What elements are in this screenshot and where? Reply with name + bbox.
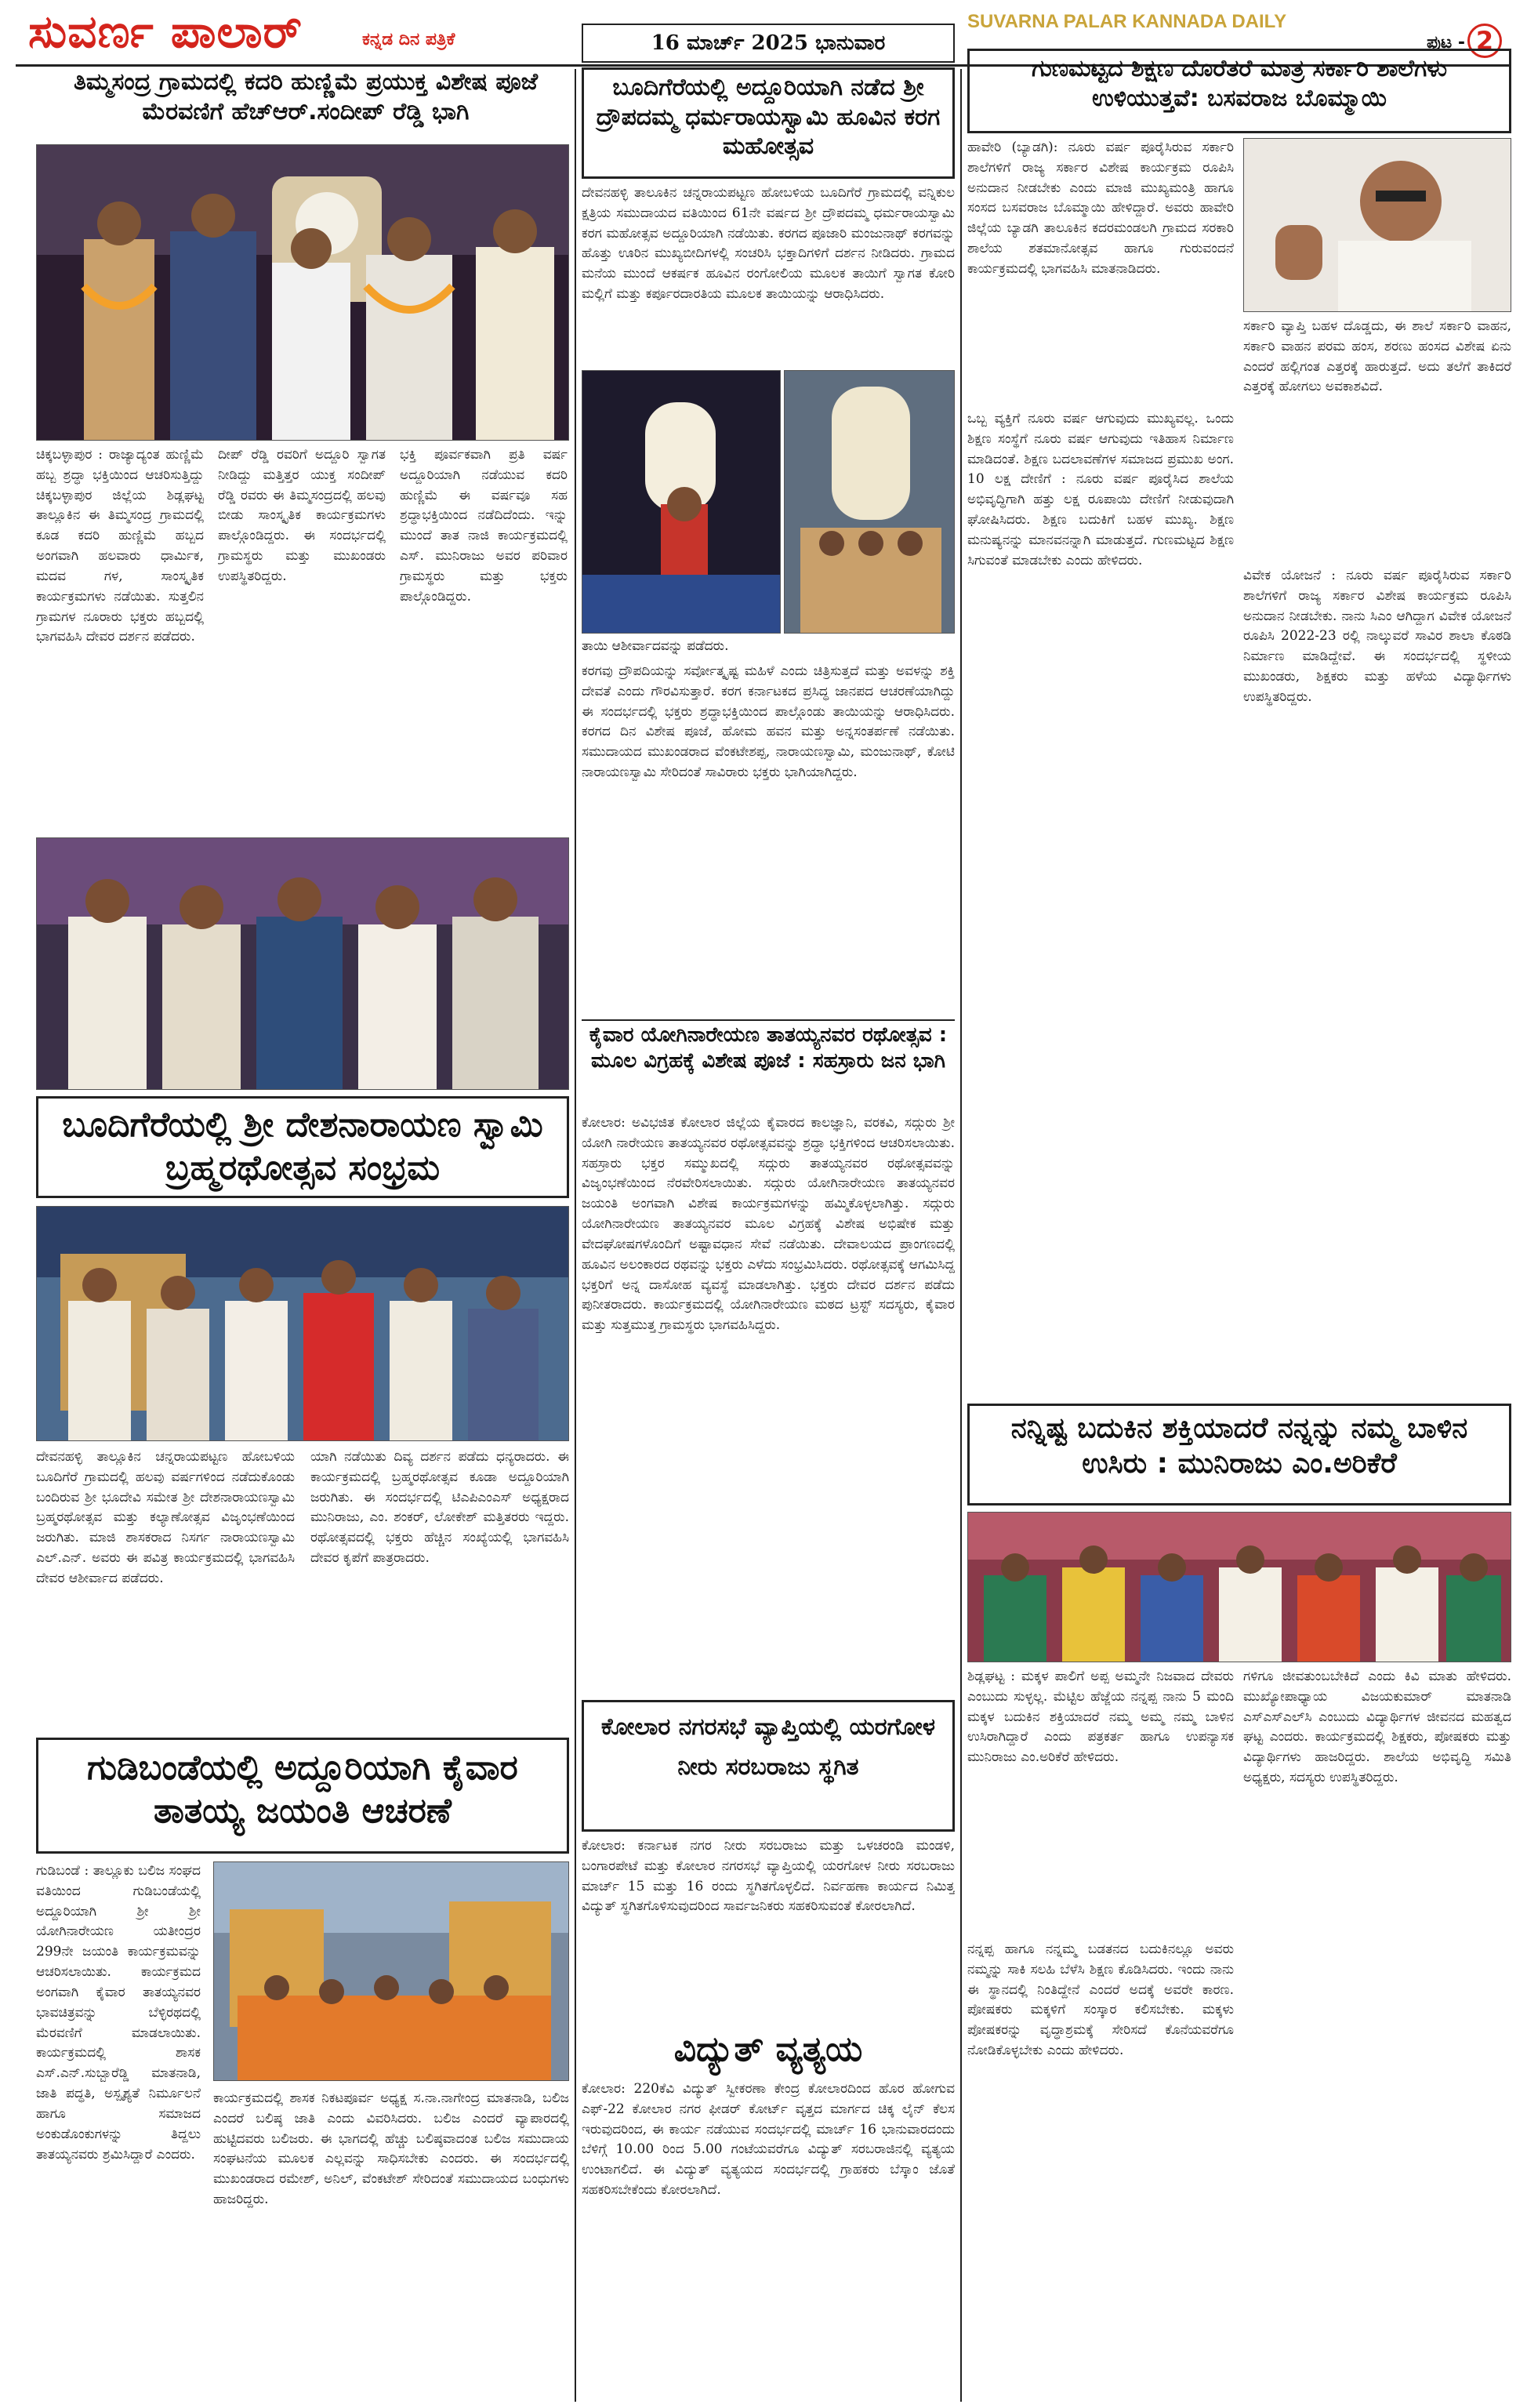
article-2-headline: ಬೂದಿಗೆರೆಯಲ್ಲಿ ಶ್ರೀ ದೇಶನಾರಾಯಣ ಸ್ವಾಮಿ ಬ್ರಹ್ಮರಥೋತ್ಸವ ಸಂಭ್ರಮ: [36, 1096, 569, 1198]
procession-photo-image: [37, 145, 569, 441]
article-9-caption: ಶಿಡ್ಲಘಟ್ಟ : ಮಕ್ಕಳ ಪಾಲಿಗೆ ಅಪ್ಪ ಅಮ್ಮನೇ ನಿಜವಾದ ದೇವರು ಎಂಬುದು ಸುಳ್ಳಲ್ಲ. ಮೆಟ್ಟಿಲ ಹೆಜ್ಜೆಯ ನನ್ನಪ್ಪ ನಾನು 5 ಮಂದಿ ಮಕ್ಕಳ ಬದುಕಿನ ಶಕ್ತಿಯಾದರೆ ನಮ್ಮ ಅಮ್ಮ ನಮ್ಮ ಬಾಳಿನ ಉಸಿರಾಗಿದ್ದಾರೆ ಎಂದು ಪತ್ರಕರ್ತ ಹಾಗೂ ಉಪನ್ಯಾಸಕ ಮುನಿರಾಜು ಎಂ.ಅರಿಕೆರೆ ಹೇಳಿದರು.: [967, 1669, 1234, 1766]
article-4-caption: ತಾಯಿ ಆಶೀರ್ವಾದವನ್ನು ಪಡೆದರು.: [582, 638, 729, 654]
karaga-left-photo-image: [582, 371, 781, 634]
article-2-body-right: ಯಾಗಿ ನಡೆಯಿತು ದಿವ್ಯ ದರ್ಶನ ಪಡೆದು ಧನ್ಯರಾದರು. ಈ ಕಾರ್ಯಕ್ರಮದಲ್ಲಿ ಬ್ರಹ್ಮರಥೋತ್ಸವ ಕೂಡಾ ಅದ್ದೂರಿಯಾಗಿ ಜರುಗಿತು. ಈ ಸಂದರ್ಭದಲ್ಲಿ ಟಿಎಪಿಎಂಎಸ್ ಅಧ್ಯಕ್ಷರಾದ ಮುನಿರಾಜು, ಎಂ. ಶಂಕರ್, ಲೋಕೇಶ್ ಮತ್ತಿತರರು ಇದ್ದರು. ರಥೋತ್ಸವದಲ್ಲಿ ಭಕ್ತರು ಹೆಚ್ಚಿನ ಸಂಖ್ಯೆಯಲ್ಲಿ ಭಾಗವಹಿಸಿ ದೇವರ ಕೃಪೆಗೆ ಪಾತ್ರರಾದರು.: [310, 1449, 569, 1567]
article-3-body-right: ಕಾರ್ಯಕ್ರಮದಲ್ಲಿ ಶಾಸಕ ನಿಕಟಪೂರ್ವ ಅಧ್ಯಕ್ಷ ಸ.ನಾ.ನಾಗೇಂದ್ರ ಮಾತನಾಡಿ, ಬಲಿಜ ಎಂದರೆ ಬಲಿಷ್ಠ ಜಾತಿ ಎಂದು ವಿವರಿಸಿದರು. ಬಲಿಜ ಎಂದರೆ ವ್ಯಾಪಾರದಲ್ಲಿ ಹುಟ್ಟಿದವರು ಬಲಿಜರು. ಈ ಭಾಗದಲ್ಲಿ ಹೆಚ್ಚು ಬಲಿಷ್ಠವಾದಂತ ಬಲಿಜ ಸಮುದಾಯ ಸಂಘಟನೆಯ ಮೂಲಕ ಎಲ್ಲವನ್ನು ಸಾಧಿಸಬೇಕು ಎಂದರು. ಈ ಸಂದರ್ಭದಲ್ಲಿ ಮುಖಂಡರಾದ ರಮೇಶ್, ಅನಿಲ್, ವೆಂಕಟೇಶ್ ಸೇರಿದಂತೆ ಸಮುದಾಯದ ಬಂಧುಗಳು ಹಾಜರಿದ್ದರು.: [213, 2090, 569, 2208]
page-label: ಪುಟ -: [1427, 33, 1466, 53]
article-8-body-mid-right: ವಿವೇಕ ಯೋಜನೆ : ನೂರು ವರ್ಷ ಪೂರೈಸಿರುವ ಸರ್ಕಾರಿ ಶಾಲೆಗಳಿಗೆ ರಾಜ್ಯ ಸರ್ಕಾರ ವಿಶೇಷ ಕಾರ್ಯಕ್ರಮ ರೂಪಿಸಿ ಅನುದಾನ ನೀಡಬೇಕು. ನಾನು ಸಿಎಂ ಆಗಿದ್ದಾಗ ವಿವೇಕ ಯೋಜನೆ ರೂಪಿಸಿ 2022-23 ರಲ್ಲಿ ನಾಲ್ಕುವರೆ ಸಾವಿರ ಶಾಲಾ ಕೊಠಡಿ ನಿರ್ಮಾಣ ಮಾಡಿದ್ದೇವೆ. ಈ ಸಂದರ್ಭದಲ್ಲಿ ಸ್ಥಳೀಯ ಮುಖಂಡರು, ಶಿಕ್ಷಕರು ಮತ್ತು ಹಳೆಯ ವಿದ್ಯಾರ್ಥಿಗಳು ಉಪಸ್ಥಿತರಿದ್ದರು.: [1243, 568, 1511, 705]
article-3-headline: ಗುಡಿಬಂಡೆಯಲ್ಲಿ ಅದ್ದೂರಿಯಾಗಿ ಕೈವಾರ ತಾತಯ್ಯ ಜಯಂತಿ ಆಚರಣೆ: [36, 1738, 569, 1854]
temple-photo-image: [37, 1207, 569, 1441]
article-3-body-left: ಗುಡಿಬಂಡೆ : ತಾಲ್ಲೂಕು ಬಲಿಜ ಸಂಘದ ವತಿಯಿಂದ ಗುಡಿಬಂಡೆಯಲ್ಲಿ ಅದ್ದೂರಿಯಾಗಿ ಶ್ರೀ ಶ್ರೀ ಯೋಗಿನಾರೇಯಣ ಯತೀಂದ್ರರ 299ನೇ ಜಯಂತಿ ಕಾರ್ಯಕ್ರಮವನ್ನು ಆಚರಿಸಲಾಯಿತು. ಕಾರ್ಯಕ್ರಮದ ಅಂಗವಾಗಿ ಕೈವಾರ ತಾತಯ್ಯನವರ ಭಾವಚಿತ್ರವನ್ನು ಬೆಳ್ಳಿರಥದಲ್ಲಿ ಮೆರವಣಿಗೆ ಮಾಡಲಾಯಿತು. ಕಾರ್ಯಕ್ರಮದಲ್ಲಿ ಶಾಸಕ ಎಸ್.ಎನ್.ಸುಬ್ಬಾರೆಡ್ಡಿ ಮಾತನಾಡಿ, ಜಾತಿ ಪದ್ಧತಿ, ಅಸ್ಪೃಶ್ಯತೆ ನಿರ್ಮೂಲನೆ ಹಾಗೂ ಸಮಾಜದ ಅಂಕುಡೊಂಕುಗಳನ್ನು ತಿದ್ದಲು ತಾತಯ್ಯನವರು ಶ್ರಮಿಸಿದ್ದಾರೆ ಎಂದರು.: [36, 1863, 201, 2163]
column-divider-2: [960, 69, 962, 2402]
crowd-photo-image: [37, 838, 569, 1090]
deshanarayana-crowd-photo: [36, 837, 569, 1090]
article-8-headline: ಗುಣಮಟ್ಟದ ಶಿಕ್ಷಣ ದೊರೆತರೆ ಮಾತ್ರ ಸರ್ಕಾರಿ ಶಾಲೆಗಳು ಉಳಿಯುತ್ತವೆ: ಬಸವರಾಜ ಬೊಮ್ಮಾಯಿ: [967, 49, 1511, 133]
article-5-headline: ಕೈವಾರ ಯೋಗಿನಾರೇಯಣ ತಾತಯ್ಯನವರ ರಥೋತ್ಸವ : ಮೂಲ ವಿಗ್ರಹಕ್ಕೆ ವಿಶೇಷ ಪೂಜೆ : ಸಹಸ್ರಾರು ಜನ ಭಾಗಿ: [589, 1023, 948, 1073]
article-4-body-top: ದೇವನಹಳ್ಳಿ ತಾಲೂಕಿನ ಚನ್ನರಾಯಪಟ್ಟಣ ಹೋಬಳಿಯ ಬೂದಿಗೆರೆ ಗ್ರಾಮದಲ್ಲಿ ವನ್ನಿಕುಲ ಕ್ಷತ್ರಿಯ ಸಮುದಾಯದ ವತಿಯಿಂದ 61ನೇ ವರ್ಷದ ಶ್ರೀ ದ್ರೌಪದಮ್ಮ ಧರ್ಮರಾಯಸ್ವಾಮಿ ಕರಗ ಮಹೋತ್ಸವ ಅದ್ದೂರಿಯಾಗಿ ನಡೆಯಿತು. ಕರಗದ ಪೂಜಾರಿ ಮಂಜುನಾಥ್ ಕರಗವನ್ನು ಹೊತ್ತು ಊರಿನ ಮುಖ್ಯಬೀದಿಗಳಲ್ಲಿ ಸಂಚರಿಸಿ ಭಕ್ತಾದಿಗಳಿಗೆ ದರ್ಶನ ನೀಡಿದರು. ಗ್ರಾಮದ ಮನೆಯ ಮುಂದೆ ಆಕರ್ಷಕ ಹೂವಿನ ರಂಗೋಲಿಯ ಮೂಲಕ ತಾಯಿಗೆ ಸ್ವಾಗತ ಕೋರಿ ಮಲ್ಲಿಗೆ ಮತ್ತು ಕರ್ಪೂರದಾರತಿಯ ಮೂಲಕ ತಾಯಿಯನ್ನು ಆರಾಧಿಸಿದರು.: [582, 185, 955, 303]
article-4-body-bottom: ಕರಗವು ದ್ರೌಪದಿಯನ್ನು ಸರ್ವೋತ್ಕೃಷ್ಟ ಮಹಿಳೆ ಎಂದು ಚಿತ್ರಿಸುತ್ತದೆ ಮತ್ತು ಅವಳನ್ನು ಶಕ್ತಿ ದೇವತೆ ಎಂದು ಗೌರವಿಸುತ್ತಾರೆ. ಕರಗ ಕರ್ನಾಟಕದ ಪ್ರಸಿದ್ಧ ಜಾನಪದ ಆಚರಣೆಯಾಗಿದ್ದು ಈ ಸಂದರ್ಭದಲ್ಲಿ ಭಕ್ತರು ಶ್ರದ್ಧಾಭಕ್ತಿಯಿಂದ ಪಾಲ್ಗೊಂಡು ತಾಯಿಯನ್ನು ಆರಾಧಿಸಿದರು. ಕರಗದ ದಿನ ವಿಶೇಷ ಪೂಜೆ, ಹೋಮ ಹವನ ಮತ್ತು ಅನ್ನಸಂತರ್ಪಣೆ ನಡೆಯಿತು. ಸಮುದಾಯದ ಮುಖಂಡರಾದ ವೆಂಕಟೇಶಪ್ಪ, ನಾರಾಯಣಸ್ವಾಮಿ, ಮಂಜುನಾಥ್, ಕೋಟಿ ನಾರಾಯಣಸ್ವಾಮಿ ಸೇರಿದಂತೆ ಸಾವಿರಾರು ಭಕ್ತರು ಭಾಗಿಯಾಗಿದ್ದರು.: [582, 663, 955, 781]
article-1-body-mid: ದೀಪ್ ರೆಡ್ಡಿ ರವರಿಗೆ ಅದ್ದೂರಿ ಸ್ವಾಗತ ನೀಡಿದ್ದು ಮತ್ತಿತ್ತರ ಯುಕ್ತ ಸಂದೀಪ್ ರೆಡ್ಡಿ ರವರು ಈ ತಿಮ್ಮಸಂದ್ರದಲ್ಲಿ ಹಲವು ಬೀಡು ಸಾಂಸ್ಕೃತಿಕ ಕಾರ್ಯಕ್ರಮಗಳು ಪಾಲ್ಗೊಂಡಿದ್ದರು. ಈ ಸಂದರ್ಭದಲ್ಲಿ ಗ್ರಾಮಸ್ಥರು ಮತ್ತು ಮುಖಂಡರು ಉಪಸ್ಥಿತರಿದ್ದರು.: [218, 447, 386, 584]
column-divider-1: [575, 69, 576, 2402]
article-2-body-left: ದೇವನಹಳ್ಳಿ ತಾಲ್ಲೂಕಿನ ಚನ್ನರಾಯಪಟ್ಟಣ ಹೋಬಳಿಯ ಬೂದಿಗೆರೆ ಗ್ರಾಮದಲ್ಲಿ ಹಲವು ವರ್ಷಗಳಿಂದ ನಡೆದುಕೊಂಡು ಬಂದಿರುವ ಶ್ರೀ ಭೂದೇವಿ ಸಮೇತ ಶ್ರೀ ದೇಶನಾರಾಯಣಸ್ವಾಮಿ ಬ್ರಹ್ಮರಥೋತ್ಸವ ಮತ್ತು ಕಲ್ಯಾಣೋತ್ಸವ ವಿಜೃಂಭಣೆಯಿಂದ ಜರುಗಿತು. ಮಾಜಿ ಶಾಸಕರಾದ ನಿಸರ್ಗ ನಾರಾಯಣಸ್ವಾಮಿ ಎಲ್.ಎನ್. ಅವರು ಈ ಪವಿತ್ರ ಕಾರ್ಯಕ್ರಮದಲ್ಲಿ ಭಾಗವಹಿಸಿ ದೇವರ ಆಶೀರ್ವಾದ ಪಡೆದರು.: [36, 1449, 295, 1586]
jayanti-photo-image: [214, 1862, 569, 2081]
article-3-photo: [213, 1861, 569, 2081]
article-8-body-right-photo: ಸರ್ಕಾರಿ ವ್ಯಾಪ್ತಿ ಬಹಳ ದೊಡ್ಡದು, ಈ ಶಾಲೆ ಸರ್ಕಾರಿ ವಾಹನ, ಸರ್ಕಾರಿ ವಾಹನ ಪರಮ ಹಂಸ, ಶರಣು ಹಂಸದ ವಿಶೇಷ ಏನು ಎಂದರೆ ಹಲ್ಲಿಗಂತ ಎತ್ತರಕ್ಕೆ ಹಾರುತ್ತದೆ. ಅದು ತಲೆಗೆ ತಾಕಿದರೆ ಎತ್ತರಕ್ಕೆ ಹೋಗಲು ಅವಕಾಶವಿದೆ.: [1243, 318, 1511, 395]
article-4-photo-right: [784, 370, 955, 634]
article-9-headline: ನನ್ನಿಷ್ಟ ಬದುಕಿನ ಶಕ್ತಿಯಾದರೆ ನನ್ನನ್ನು ನಮ್ಮ ಬಾಳಿನ ಉಸಿರು : ಮುನಿರಾಜು ಎಂ.ಅರಿಕೆರೆ: [967, 1404, 1511, 1505]
issue-date: 16 ಮಾರ್ಚ್ 2025 ಭಾನುವಾರ: [582, 24, 955, 63]
article-9-body-left: ನನ್ನಪ್ಪ ಹಾಗೂ ನನ್ನಮ್ಮ ಬಡತನದ ಬದುಕಿನಲ್ಲೂ ಅವರು ನಮ್ಮನ್ನು ಸಾಕಿ ಸಲಹಿ ಬೆಳೆಸಿ ಶಿಕ್ಷಣ ಕೊಡಿಸಿದರು. ಇಂದು ನಾನು ಈ ಸ್ಥಾನದಲ್ಲಿ ನಿಂತಿದ್ದೇನೆ ಎಂದರೆ ಅದಕ್ಕೆ ಅವರೇ ಕಾರಣ. ಪೋಷಕರು ಮಕ್ಕಳಿಗೆ ಸಂಸ್ಕಾರ ಕಲಿಸಬೇಕು. ಮಕ್ಕಳು ಪೋಷಕರನ್ನು ವೃದ್ಧಾಶ್ರಮಕ್ಕೆ ಸೇರಿಸದೆ ಕೊನೆಯವರೆಗೂ ನೋಡಿಕೊಳ್ಳಬೇಕು ಎಂದು ಹೇಳಿದರು.: [967, 1941, 1234, 2059]
article-7-body: ಕೋಲಾರ: 220ಕೆವಿ ವಿದ್ಯುತ್ ಸ್ವೀಕರಣಾ ಕೇಂದ್ರ ಕೋಲಾರದಿಂದ ಹೊರ ಹೋಗುವ ಎಫ್-22 ಕೋಲಾರ ನಗರ ಫೀಡರ್ ಕೋರ್ಟ್ ವೃತ್ತದ ಮಾರ್ಗದ ಚಿಕ್ಕ ಲೈನ್ ಕೆಲಸ ಇರುವುದರಿಂದ, ಈ ಕಾರ್ಯ ನಡೆಯುವ ಸಂದರ್ಭದಲ್ಲಿ ಮಾರ್ಚ್ 16 ಭಾನುವಾರದಂದು ಬೆಳಿಗ್ಗೆ 10.00 ರಿಂದ 5.00 ಗಂಟೆಯವರೆಗೂ ವಿದ್ಯುತ್ ಸರಬರಾಜಿನಲ್ಲಿ ವ್ಯತ್ಯಯ ಉಂಟಾಗಲಿದೆ. ಈ ವಿದ್ಯುತ್ ವ್ಯತ್ಯಯದ ಸಂದರ್ಭದಲ್ಲಿ ಗ್ರಾಹಕರು ಬೆಸ್ಕಾಂ ಜೊತೆ ಸಹಕರಿಸಬೇಕೆಂದು ಕೋರಲಾಗಿದೆ.: [582, 2081, 955, 2199]
masthead-subtitle: ಕನ್ನಡ ದಿನ ಪತ್ರಿಕೆ: [362, 30, 455, 49]
portrait-photo-image: [1244, 139, 1511, 312]
article-4-photo-left: [582, 370, 781, 634]
article-1-headline: ತಿಮ್ಮಸಂದ್ರ ಗ್ರಾಮದಲ್ಲಿ ಕದರಿ ಹುಣ್ಣಿಮೆ ಪ್ರಯುಕ್ತ ವಿಶೇಷ ಪೂಜೆ ಮೆರವಣಿಗೆ ಹೆಚ್‌ಆರ್.ಸಂದೀಪ್ ರೆಡ್ಡಿ ಭಾಗಿ: [73, 68, 539, 125]
article-1-body-right: ಭಕ್ತಿ ಪೂರ್ವಕವಾಗಿ ಪ್ರತಿ ವರ್ಷ ಅದ್ದೂರಿಯಾಗಿ ನಡೆಯುವ ಕದರಿ ಹುಣ್ಣಿಮೆ ಈ ವರ್ಷವೂ ಸಹ ಶ್ರದ್ಧಾಭಕ್ತಿಯಿಂದ ನಡೆದಿದೆಂದು. ಇನ್ನು ಮುಂದೆ ತಾತ ನಾಜಿ ಕಾರ್ಯಕ್ರಮದಲ್ಲಿ ಎಸ್. ಮುನಿರಾಜು ಅವರ ಪರಿವಾರ ಗ್ರಾಮಸ್ಥರು ಮತ್ತು ಭಕ್ತರು ಪಾಲ್ಗೊಂಡಿದ್ದರು.: [400, 447, 568, 605]
masthead-title: ಸುವರ್ಣ ಪಾಲಾರ್: [28, 5, 303, 58]
article-8-body-mid-left: ಒಬ್ಬ ವ್ಯಕ್ತಿಗೆ ನೂರು ವರ್ಷ ಆಗುವುದು ಮುಖ್ಯವಲ್ಲ. ಒಂದು ಶಿಕ್ಷಣ ಸಂಸ್ಥೆಗೆ ನೂರು ವರ್ಷ ಆಗುವುದು ಇತಿಹಾಸ ನಿರ್ಮಾಣ ಮಾಡಿದಂತೆ. ಶಿಕ್ಷಣ ಬದಲಾವಣೆಗಳ ಸಮಾಜದ ಪ್ರಮುಖ ಅಂಗ. 10 ಲಕ್ಷ ದೇಣಿಗೆ : ನೂರು ವರ್ಷ ಪೂರೈಸಿದ ಶಾಲೆಯ ಅಭಿವೃದ್ಧಿಗಾಗಿ ಹತ್ತು ಲಕ್ಷ ರೂಪಾಯಿ ದೇಣಿಗೆ ನೀಡುವುದಾಗಿ ಘೋಷಿಸಿದರು. ಶಿಕ್ಷಣ ಬದುಕಿಗೆ ಬಹಳ ಮುಖ್ಯ. ಶಿಕ್ಷಣ ಮನುಷ್ಯನನ್ನು ಮಾನವನನ್ನಾಗಿ ಮಾಡುತ್ತದೆ. ಗುಣಮಟ್ಟದ ಶಿಕ್ಷಣ ಸಿಗುವಂತೆ ಮಾಡಬೇಕು ಎಂದು ಹೇಳಿದರು.: [967, 411, 1234, 568]
article-4-headline: ಬೂದಿಗೆರೆಯಲ್ಲಿ ಅದ್ದೂರಿಯಾಗಿ ನಡೆದ ಶ್ರೀ ದ್ರೌಪದಮ್ಮ ಧರ್ಮರಾಯಸ್ವಾಮಿ ಹೂವಿನ ಕರಗ ಮಹೋತ್ಸವ: [582, 67, 955, 179]
article-8-body-top: ಹಾವೇರಿ (ಬ್ಯಾಡಗಿ): ನೂರು ವರ್ಷ ಪೂರೈಸಿರುವ ಸರ್ಕಾರಿ ಶಾಲೆಗಳಿಗೆ ರಾಜ್ಯ ಸರ್ಕಾರ ವಿಶೇಷ ಕಾರ್ಯಕ್ರಮ ರೂಪಿಸಿ ಅನುದಾನ ನೀಡಬೇಕು ಎಂದು ಮಾಜಿ ಮುಖ್ಯಮಂತ್ರಿ ಹಾಗೂ ಸಂಸದ ಬಸವರಾಜ ಬೊಮ್ಮಾಯಿ ಹೇಳಿದ್ದಾರೆ. ಅವರು ಹಾವೇರಿ ಜಿಲ್ಲೆಯ ಬ್ಯಾಡಗಿ ತಾಲೂಕಿನ ಕದರಮಂಡಲಗಿ ಗ್ರಾಮದ ಸರಕಾರಿ ಶಾಲೆಯ ಶತಮಾನೋತ್ಸವ ಹಾಗೂ ಗುರುವಂದನೆ ಕಾರ್ಯಕ್ರಮದಲ್ಲಿ ಭಾಗವಹಿಸಿ ಮಾತನಾಡಿದರು.: [967, 140, 1234, 277]
article-1-photo: [36, 144, 569, 441]
article-6-body: ಕೋಲಾರ: ಕರ್ನಾಟಕ ನಗರ ನೀರು ಸರಬರಾಜು ಮತ್ತು ಒಳಚರಂಡಿ ಮಂಡಳಿ, ಬಂಗಾರಪೇಟೆ ಮತ್ತು ಕೋಲಾರ ನಗರಸಭೆ ವ್ಯಾಪ್ತಿಯಲ್ಲಿ ಯರಗೋಳ ನೀರು ಸರಬರಾಜು ಮಾರ್ಚ್ 15 ಮತ್ತು 16 ರಂದು ಸ್ಥಗಿತಗೊಳ್ಳಲಿದೆ. ನಿರ್ವಹಣಾ ಕಾರ್ಯದ ನಿಮಿತ್ತ ವಿದ್ಯುತ್ ಸ್ಥಗಿತಗೊಳಿಸುವುದರಿಂದ ಸಾರ್ವಜನಿಕರು ಸಹಕರಿಸುವಂತೆ ಕೋರಲಾಗಿದೆ.: [582, 1838, 955, 1915]
article-5-body: ಕೋಲಾರ: ಅವಿಭಜಿತ ಕೋಲಾರ ಜಿಲ್ಲೆಯ ಕೈವಾರದ ಕಾಲಜ್ಞಾನಿ, ವರಕವಿ, ಸದ್ಗುರು ಶ್ರೀ ಯೋಗಿ ನಾರೇಯಣ ತಾತಯ್ಯನವರ ರಥೋತ್ಸವವನ್ನು ಶ್ರದ್ಧಾ ಭಕ್ತಿಗಳಿಂದ ಆಚರಿಸಲಾಯಿತು. ಸಹಸ್ರಾರು ಭಕ್ತರ ಸಮ್ಮುಖದಲ್ಲಿ ಸದ್ಗುರು ತಾತಯ್ಯನವರ ರಥೋತ್ಸವವನ್ನು ವಿಜೃಂಭಣೆಯಿಂದ ನೆರವೇರಿಸಲಾಯಿತು. ಸದ್ಗುರು ಯೋಗಿನಾರೇಯಣ ತಾತಯ್ಯನವರ ಜಯಂತಿ ಅಂಗವಾಗಿ ವಿಶೇಷ ಕಾರ್ಯಕ್ರಮಗಳನ್ನು ಹಮ್ಮಿಕೊಳ್ಳಲಾಗಿತ್ತು. ಸದ್ಗುರು ಯೋಗಿನಾರೇಯಣ ತಾತಯ್ಯನವರ ಮೂಲ ವಿಗ್ರಹಕ್ಕೆ ವಿಶೇಷ ಅಭಿಷೇಕ ಮತ್ತು ವೇದಘೋಷಗಳೊಂದಿಗೆ ಅಷ್ಟಾವಧಾನ ಸೇವೆ ನಡೆಯಿತು. ದೇವಾಲಯದ ಪ್ರಾಂಗಣದಲ್ಲಿ ಹೂವಿನ ಅಲಂಕಾರದ ರಥವನ್ನು ಭಕ್ತರು ಎಳೆದು ಸಂಭ್ರಮಿಸಿದರು. ರಥೋತ್ಸವಕ್ಕೆ ಆಗಮಿಸಿದ್ದ ಭಕ್ತರಿಗೆ ಅನ್ನ ದಾಸೋಹ ವ್ಯವಸ್ಥೆ ಮಾಡಲಾಗಿತ್ತು. ಭಕ್ತರು ದೇವರ ದರ್ಶನ ಪಡೆದು ಪುನೀತರಾದರು. ಕಾರ್ಯಕ್ರಮದಲ್ಲಿ ಯೋಗಿನಾರೇಯಣ ಮಠದ ಟ್ರಸ್ಟ್ ಸದಸ್ಯರು, ಕೈವಾರ ಮತ್ತು ಸುತ್ತಮುತ್ತ ಗ್ರಾಮಸ್ಥರು ಭಾಗವಹಿಸಿದ್ದರು.: [582, 1115, 955, 1334]
article-7-headline: ವಿದ್ಯುತ್ ವ್ಯತ್ಯಯ: [673, 2029, 863, 2069]
karaga-right-photo-image: [785, 371, 955, 634]
page-number: 2: [1467, 24, 1502, 58]
article-9-body-right: ಗಳಿಗೂ ಜೀವತುಂಬಬೇಕಿದೆ ಎಂದು ಕಿವಿ ಮಾತು ಹೇಳಿದರು. ಮುಖ್ಯೋಪಾಧ್ಯಾಯ ವಿಜಯಕುಮಾರ್ ಮಾತನಾಡಿ ಎಸ್ಎಸ್ಎಲ್‌ಸಿ ಎಂಬುದು ವಿದ್ಯಾರ್ಥಿಗಳ ಜೀವನದ ಮಹತ್ವದ ಘಟ್ಟ ಎಂದರು. ಕಾರ್ಯಕ್ರಮದಲ್ಲಿ ಶಿಕ್ಷಕರು, ಪೋಷಕರು ಮತ್ತು ವಿದ್ಯಾರ್ಥಿಗಳು ಹಾಜರಿದ್ದರು. ಶಾಲೆಯ ಅಭಿವೃದ್ಧಿ ಸಮಿತಿ ಅಧ್ಯಕ್ಷರು, ಸದಸ್ಯರು ಉಪಸ್ಥಿತರಿದ್ದರು.: [1243, 1669, 1511, 1786]
paper-name-en: SUVARNA PALAR KANNADA DAILY: [967, 11, 1287, 32]
article-8-photo: [1243, 138, 1511, 312]
felicitation-photo-image: [968, 1513, 1511, 1662]
article-2-photo: [36, 1206, 569, 1441]
article-5-top-rule: [582, 1019, 955, 1021]
article-6-headline: ಕೋಲಾರ ನಗರಸಭೆ ವ್ಯಾಪ್ತಿಯಲ್ಲಿ ಯರಗೋಳ ನೀರು ಸರಬರಾಜು ಸ್ಥಗಿತ: [582, 1700, 955, 1832]
article-1-body-left: ಚಿಕ್ಕಬಳ್ಳಾಪುರ : ರಾಜ್ಯಾದ್ಯಂತ ಹುಣ್ಣಿಮೆ ಹಬ್ಬ ಶ್ರದ್ಧಾ ಭಕ್ತಿಯಿಂದ ಆಚರಿಸುತ್ತಿದ್ದು ಚಿಕ್ಕಬಳ್ಳಾಪುರ ಜಿಲ್ಲೆಯ ಶಿಡ್ಲಘಟ್ಟ ತಾಲ್ಲೂಕಿನ ಈ ತಿಮ್ಮಸಂದ್ರ ಗ್ರಾಮದಲ್ಲಿ ಕೂಡ ಕದರಿ ಹುಣ್ಣಿಮೆ ಹಬ್ಬದ ಅಂಗವಾಗಿ ಹಲವಾರು ಧಾರ್ಮಿಕ, ಮದವ ಗಳ, ಸಾಂಸ್ಕೃತಿಕ ಕಾರ್ಯಕ್ರಮಗಳು ನಡೆಯಿತು. ಸುತ್ತಲಿನ ಗ್ರಾಮಗಳ ನೂರಾರು ಭಕ್ತರು ಹಬ್ಬದಲ್ಲಿ ಭಾಗವಹಿಸಿ ದೇವರ ದರ್ಶನ ಪಡೆದರು.: [36, 447, 204, 645]
article-9-photo: [967, 1512, 1511, 1662]
